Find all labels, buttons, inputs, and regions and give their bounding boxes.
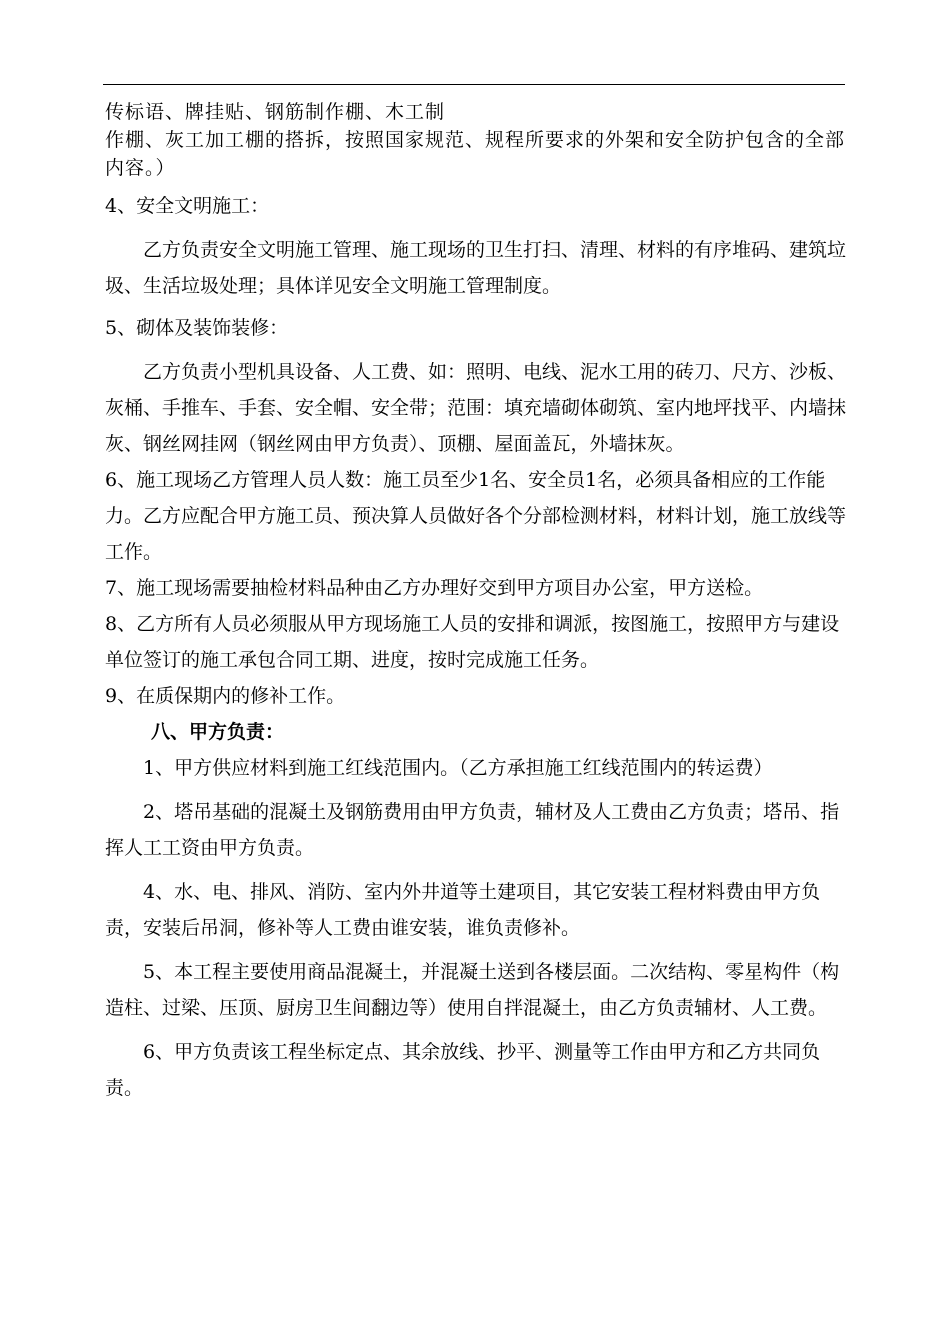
document-body (105, 98, 847, 1106)
paragraph-item-6: 6、施工现场乙方管理人员人数：施工员至少1名、安全员1名，必须具备相应的工作能力。乙方应配合甲方施工员、预决算人员做好各个分部检测材料，材料计划，施工放线等工作。 (105, 469, 847, 563)
paragraph: 5、本工程主要使用商品混凝土，并混凝土送到各楼层面。二次结构、零星构件（构造柱、过梁、压顶、厨房卫生间翻边等）使用自拌混凝土，由乙方负责辅材、人工费。 (105, 961, 840, 1019)
paragraph: 乙方负责小型机具设备、人工费、如：照明、电线、泥水工用的砖刀、尺方、沙板、灰桶、手推车、手套、安全帽、安全带；范围：填充墙砌体砌筑、室内地坪找平、内墙抹灰、钢丝网挂网（钢丝网由甲方负责）、顶棚、屋面盖瓦，外墙抹灰。 (105, 361, 847, 455)
header-rule (103, 84, 845, 85)
paragraph: 乙方负责安全文明施工管理、施工现场的卫生打扫、清理、材料的有序堆码、建筑垃圾、生活垃圾处理；具体详见安全文明施工管理制度。 (105, 239, 847, 297)
paragraph-line: 传标语、牌挂贴、钢筋制作棚、木工制 (105, 101, 446, 123)
paragraph: 2、塔吊基础的混凝土及钢筋费用由甲方负责，辅材及人工费由乙方负责；塔吊、指挥人工工资由甲方负责。 (105, 801, 840, 859)
paragraph-item-8: 8、乙方所有人员必须服从甲方现场施工人员的安排和调派，按图施工，按照甲方与建设单位签订的施工承包合同工期、进度，按时完成施工任务。 (105, 613, 840, 671)
paragraph-item-7: 7、施工现场需要抽检材料品种由乙方办理好交到甲方项目办公室，甲方送检。 (105, 577, 764, 599)
section-heading-5: 5、砌体及装饰装修： (105, 317, 289, 339)
paragraph-item-9: 9、在质保期内的修补工作。 (105, 685, 346, 707)
paragraph: 4、水、电、排风、消防、室内外井道等土建项目，其它安装工程材料费由甲方负责，安装后吊洞，修补等人工费由谁安装，谁负责修补。 (105, 881, 821, 939)
paragraph-line: 作棚、灰工加工棚的搭拆，按照国家规范、规程所要求的外架和安全防护包含的全部内容。） (105, 129, 846, 179)
section-heading-4: 4、安全文明施工： (105, 195, 270, 217)
paragraph: 6、甲方负责该工程坐标定点、其余放线、抄平、测量等工作由甲方和乙方共同负责。 (105, 1041, 821, 1099)
paragraph: 1、甲方供应材料到施工红线范围内。（乙方承担施工红线范围内的转运费） (143, 757, 773, 779)
section-heading-8: 八、甲方负责： (151, 721, 285, 743)
